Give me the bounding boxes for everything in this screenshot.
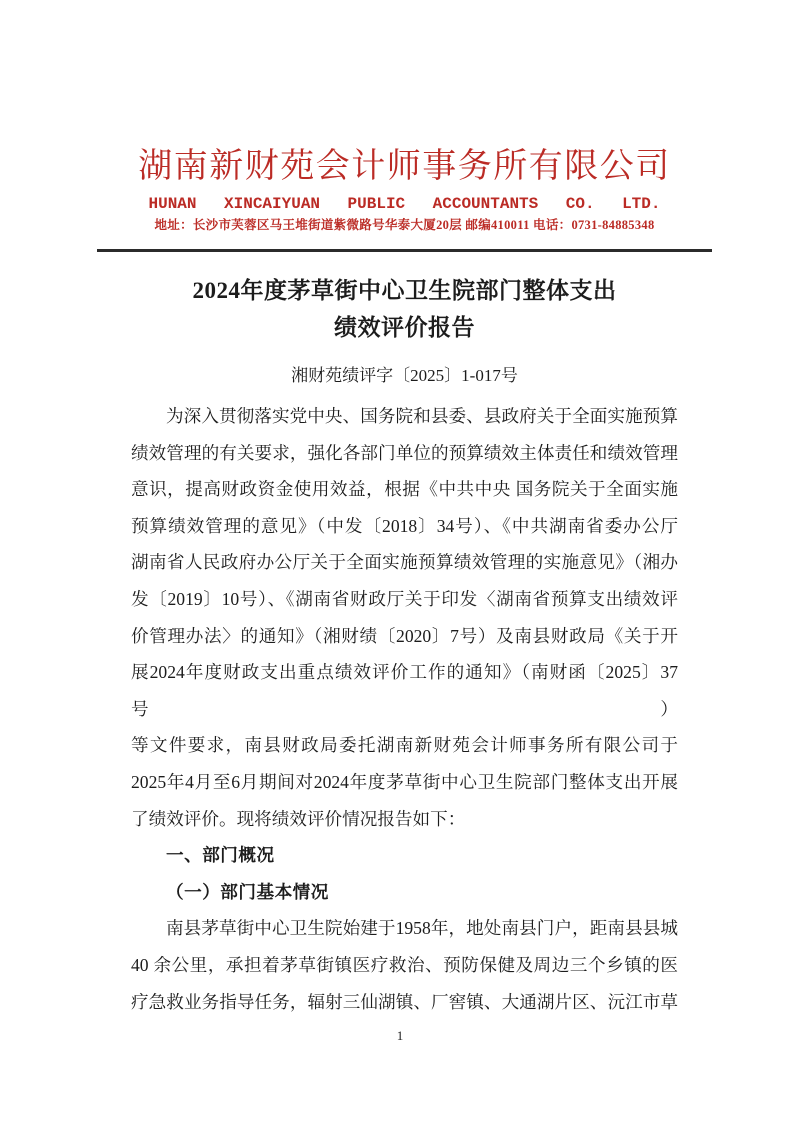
company-en-word: LTD.: [622, 195, 661, 213]
company-en-word: CO.: [565, 195, 595, 213]
body-line: 疗急救业务指导任务，辐射三仙湖镇、厂窖镇、大通湖片区、沅江市草: [131, 991, 678, 1012]
body-line: 预算绩效管理的意见》（中发〔2018〕34号）、《中共湖南省委办公厅: [131, 515, 678, 536]
letterhead-address: 地址：长沙市芙蓉区马王堆街道紫微路号华泰大厦20层 邮编410011 电话：0731-84885348: [154, 218, 655, 232]
body-line: 湖南省人民政府办公厅关于全面实施预算绩效管理的实施意见》（湘办: [131, 552, 678, 573]
report: [131, 272, 678, 1020]
body-line: 了绩效评价。现将绩效评价情况报告如下：: [131, 808, 466, 829]
company-name-en: [149, 195, 661, 213]
body-line: 为深入贯彻落实党中央、国务院和县委、县政府关于全面实施预算: [166, 406, 678, 426]
letterhead: [131, 147, 678, 252]
company-name-cn: 湖南新财苑会计师事务所有限公司: [138, 148, 671, 185]
page-number: 1: [396, 1028, 404, 1043]
body-line: 展2024年度财政支出重点绩效评价工作的通知》（南财函〔2025〕37 号）: [131, 662, 678, 719]
page-footer: [0, 1028, 800, 1043]
body-line: 40 余公里，承担着茅草街镇医疗救治、预防保健及周边三个乡镇的医: [131, 954, 678, 975]
section-heading: （一）部门基本情况: [166, 881, 329, 902]
company-en-word: XINCAIYUAN: [224, 195, 321, 213]
report-title: [131, 272, 678, 346]
body-line: 南县茅草街中心卫生院始建于1958年，地处南县门户，距南县县城: [166, 918, 678, 939]
body-line: 发〔2019〕10号）、《湖南省财政厅关于印发〈湖南省预算支出绩效评: [131, 588, 678, 609]
body-line: 绩效管理的有关要求，强化各部门单位的预算绩效主体责任和绩效管理: [131, 442, 678, 463]
company-en-word: PUBLIC: [347, 195, 406, 213]
report-title-line1: 2024年度茅草街中心卫生院部门整体支出: [192, 278, 617, 303]
document-number: 湘财苑绩评字〔2025〕1-017号: [291, 366, 518, 385]
report-title-line2: 绩效评价报告: [334, 315, 475, 340]
company-en-word: HUNAN: [148, 195, 197, 213]
company-en-word: ACCOUNTANTS: [432, 195, 539, 213]
section-heading: 一、部门概况: [166, 845, 275, 866]
body-line: 2025年4月至6月期间对2024年度茅草街中心卫生院部门整体支出开展: [131, 771, 678, 792]
document-body: [131, 398, 678, 1020]
body-line: 意识，提高财政资金使用效益，根据《中共中央 国务院关于全面实施: [131, 479, 678, 500]
letterhead-divider: [97, 249, 712, 252]
body-line: 等文件要求，南县财政局委托湖南新财苑会计师事务所有限公司于: [131, 735, 678, 756]
body-line: 价管理办法〉的通知》（湘财绩〔2020〕7号）及南县财政局《关于开: [131, 625, 678, 646]
